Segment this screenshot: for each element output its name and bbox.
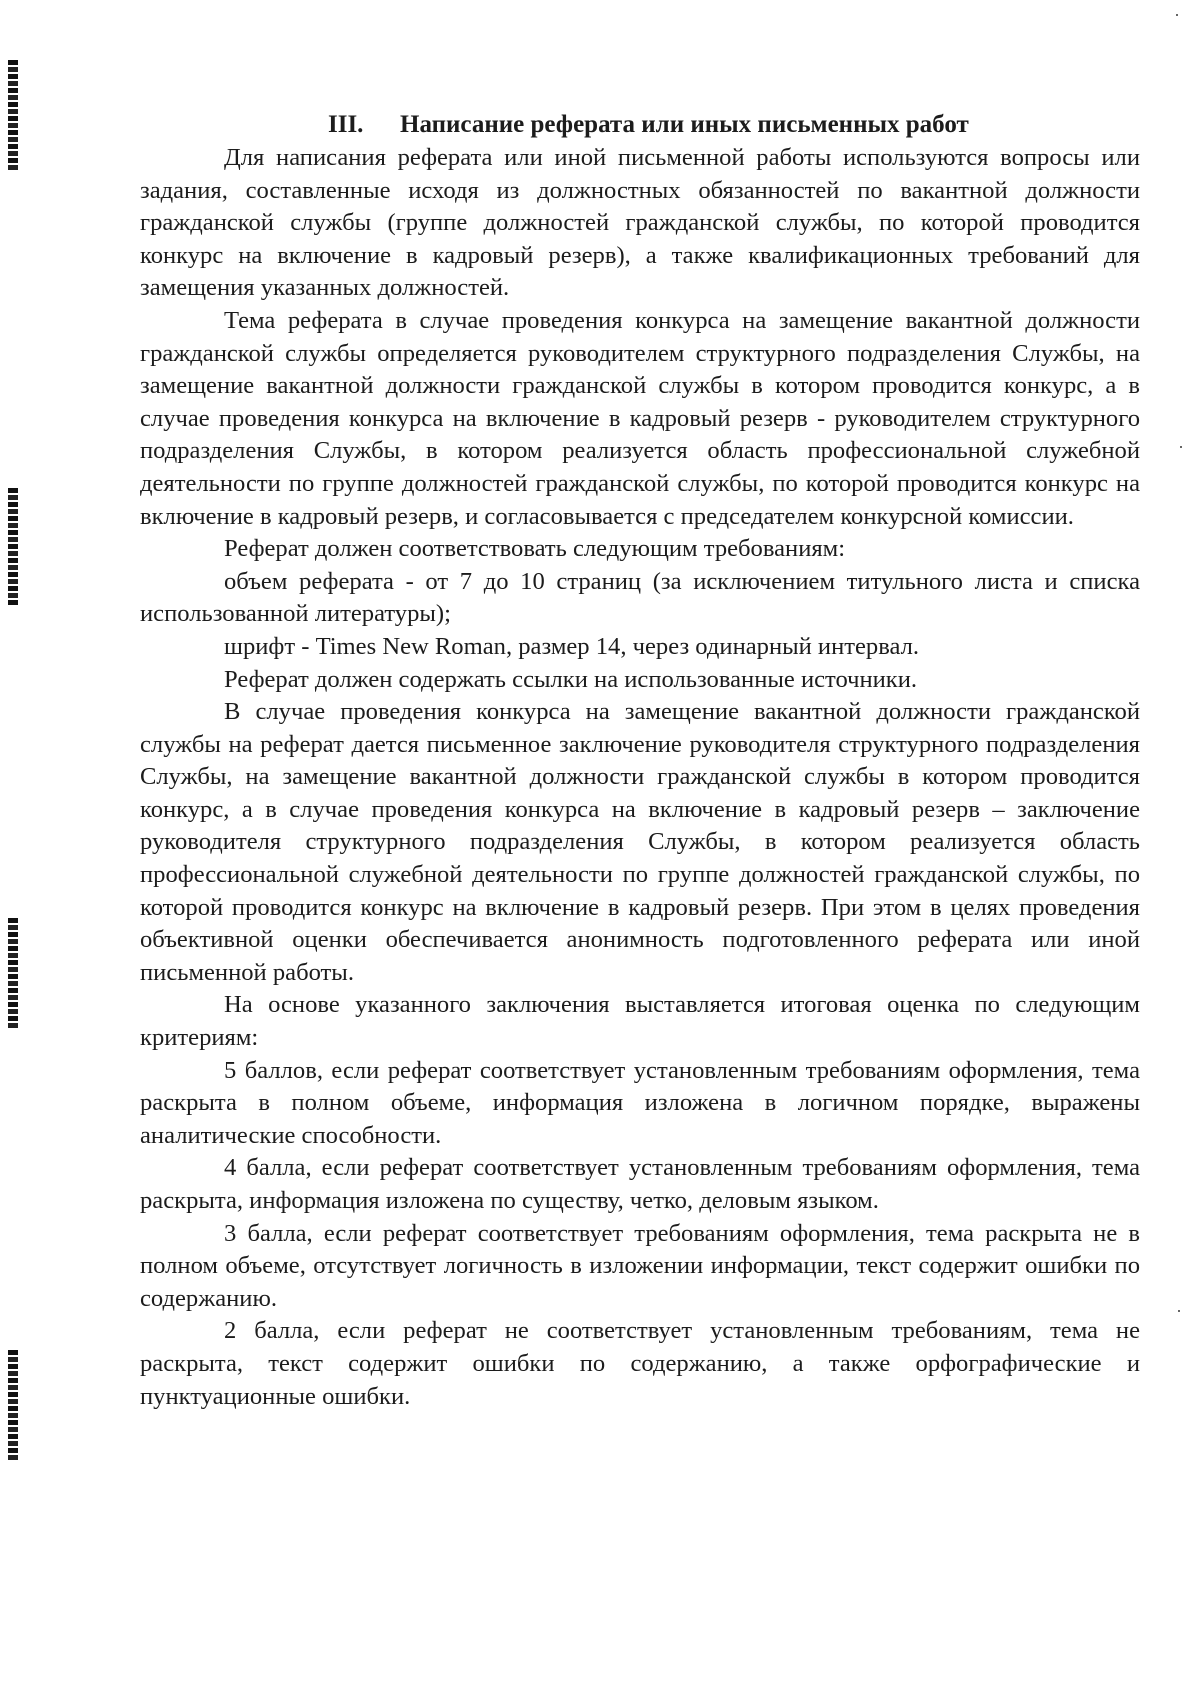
section-heading: [140, 108, 1140, 142]
paragraph: 5 баллов, если реферат соответствует установленным требованиям оформления, тема раскрыта в полном объеме, информация изложена в логичном порядке, выражены аналитические способности.: [140, 1056, 1140, 1149]
scan-speck: [1176, 14, 1178, 16]
section-number: III.: [328, 111, 364, 138]
paragraph: Для написания реферата или иной письменной работы используются вопросы или задания, составленные исходя из должностных обязанностей по вакантной должности гражданской службы (группе должностей гражданской службы, по которой проводится конкурс на включение в кадровый резерв), а также квалификационных требований для замещения указанных должностей.: [140, 144, 1140, 302]
scan-speck: [1178, 1310, 1180, 1312]
scan-speck: [1180, 446, 1182, 448]
paragraph: Тема реферата в случае проведения конкурса на замещение вакантной должности гражданской службы определяется руководителем структурного подразделения Службы, на замещение вакантной должности гражданской службы в котором проводится конкурс, а в случае проведения конкурса на включение в кадровый резерв - руководителем структурного подразделения Службы, в котором реализуется область профессиональной служебной деятельности по группе должностей гражданской службы, по которой проводится конкурс на включение в кадровый резерв, и согласовывается с председателем конкурсной комиссии.: [140, 306, 1140, 530]
document-page: [140, 108, 1140, 1413]
paragraph: шрифт - Times New Roman, размер 14, через одинарный интервал.: [224, 632, 920, 660]
paragraph: Реферат должен соответствовать следующим требованиям:: [224, 535, 846, 563]
paragraph: 2 балла, если реферат не соответствует установленным требованиям, тема не раскрыта, текст содержит ошибки по содержанию, а также орфографические и пунктуационные ошибки.: [140, 1317, 1140, 1410]
scan-binding-mark: [8, 1350, 18, 1462]
paragraph: 4 балла, если реферат соответствует установленным требованиям оформления, тема раскрыта, информация изложена по существу, четко, деловым языком.: [140, 1154, 1140, 1214]
scan-binding-mark: [8, 488, 18, 606]
section-title: Написание реферата или иных письменных работ: [400, 111, 969, 138]
paragraph: Реферат должен содержать ссылки на использованные источники.: [224, 665, 918, 693]
paragraph: 3 балла, если реферат соответствует требованиям оформления, тема раскрыта не в полном объеме, отсутствует логичность в изложении информации, текст содержит ошибки по содержанию.: [140, 1219, 1140, 1312]
scan-binding-mark: [8, 60, 18, 172]
paragraph: На основе указанного заключения выставляется итоговая оценка по следующим критериям:: [140, 991, 1140, 1052]
paragraph: В случае проведения конкурса на замещение вакантной должности гражданской службы на реферат дается письменное заключение руководителя структурного подразделения Службы, на замещение вакантной должности гражданской службы в котором проводится конкурс, а в случае проведения конкурса на включение в кадровый резерв – заключение руководителя структурного подразделения Службы, в котором реализуется область профессиональной служебной деятельности по группе должностей гражданской службы, по которой проводится конкурс на включение в кадровый резерв. При этом в целях проведения объективной оценки обеспечивается анонимность подготовленного реферата или иной письменной работы.: [140, 698, 1140, 986]
scan-binding-mark: [8, 918, 18, 1030]
paragraph: объем реферата - от 7 до 10 страниц (за исключением титульного листа и списка использованной литературы);: [140, 567, 1140, 628]
